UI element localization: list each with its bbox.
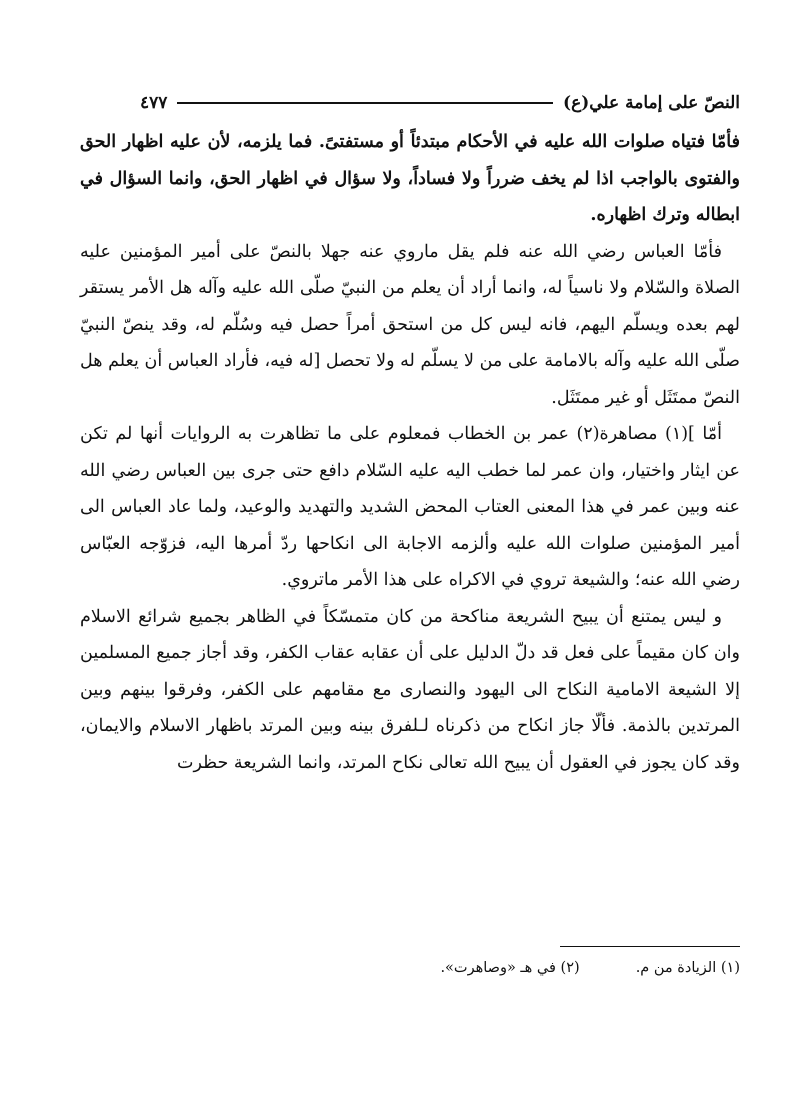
paragraph-2: فأمّا العباس رضي الله عنه فلم يقل ماروي عنه جهلا بالنصّ على أمير المؤمنين عليه الصلاة والسّلام ولا ناسياً له، وانما أراد أن يعلم من النبيّ صلّى الله عليه وآله هل الأمر يستقر لهم بعده ويسلّم اليهم، فانه ليس كل من استحق أمراً حصل فيه وسُلّم له، وقد ينصّ النبيّ صلّى الله عليه وآله بالامامة على من لا يسلّم له ولا تحصل [له فيه، فأراد العباس أن يعلم هل النصّ ممتَثَل أو غير ممتَثَل. (80, 241, 740, 408)
footnotes (250, 960, 740, 976)
footnote-1: (١) الزيادة من م. (635, 960, 740, 976)
footnote-2: (٢) في هـ «وصاهرت». (440, 960, 580, 976)
paragraph-3: أمّا ](١) مصاهرة(٢) عمر بن الخطاب فمعلوم على ما تظاهرت به الروايات أنها لم تكن عن ايثار واختيار، وان عمر لما خطب اليه عليه السّلام دافع حتى جرى بين العباس رضي الله عنه وبين عمر في هذا المعنى العتاب المحض الشديد والتهديد والوعيد، ولما عاد العباس الى أمير المؤمنين صلوات الله عليه وألزمه الاجابة الى انكاحها ردّ أمرها اليه، فزوّجه العبّاس رضي الله عنه؛ والشيعة تروي في الاكراه على هذا الأمر ماتروي. (80, 424, 740, 590)
paragraph-4: و ليس يمتنع أن يبيح الشريعة مناكحة من كان متمسّكاً في الظاهر بجميع شرائع الاسلام وان كان مقيماً على فعل قد دلّ الدليل على أن عقابه عقاب الكفر، وقد أجاز جميع المسلمين إلا الشيعة الامامية النكاح الى اليهود والنصارى مع مقامهم على الكفر، وفرقوا بينهم وبين المرتدين بالذمة. فألّا جاز انكاح من ذكرناه لـلفرق بينه وبين المرتد باظهار الاسلام والايمان، وقد كان يجوز في العقول أن يبيح الله تعالى نكاح المرتد، وانما الشريعة حظرت (80, 606, 740, 773)
footnote-rule (560, 946, 740, 947)
page-number: ٤٧٧ (140, 93, 168, 113)
header-rule (177, 102, 553, 104)
page-header (140, 88, 740, 118)
paragraph-1: فأمّا فتياه صلوات الله عليه في الأحكام مبتدئاً أو مستفتىً. فما يلزمه، لأن عليه اظهار الحق والفتوى بالواجب اذا لم يخف ضرراً ولا فساداً، ولا سؤال في اظهار الحق، وانما السؤال في ابطاله وترك اظهاره. (80, 132, 740, 225)
main-text (80, 124, 740, 781)
running-title: النصّ على إمامة علي(ع) (563, 93, 740, 113)
